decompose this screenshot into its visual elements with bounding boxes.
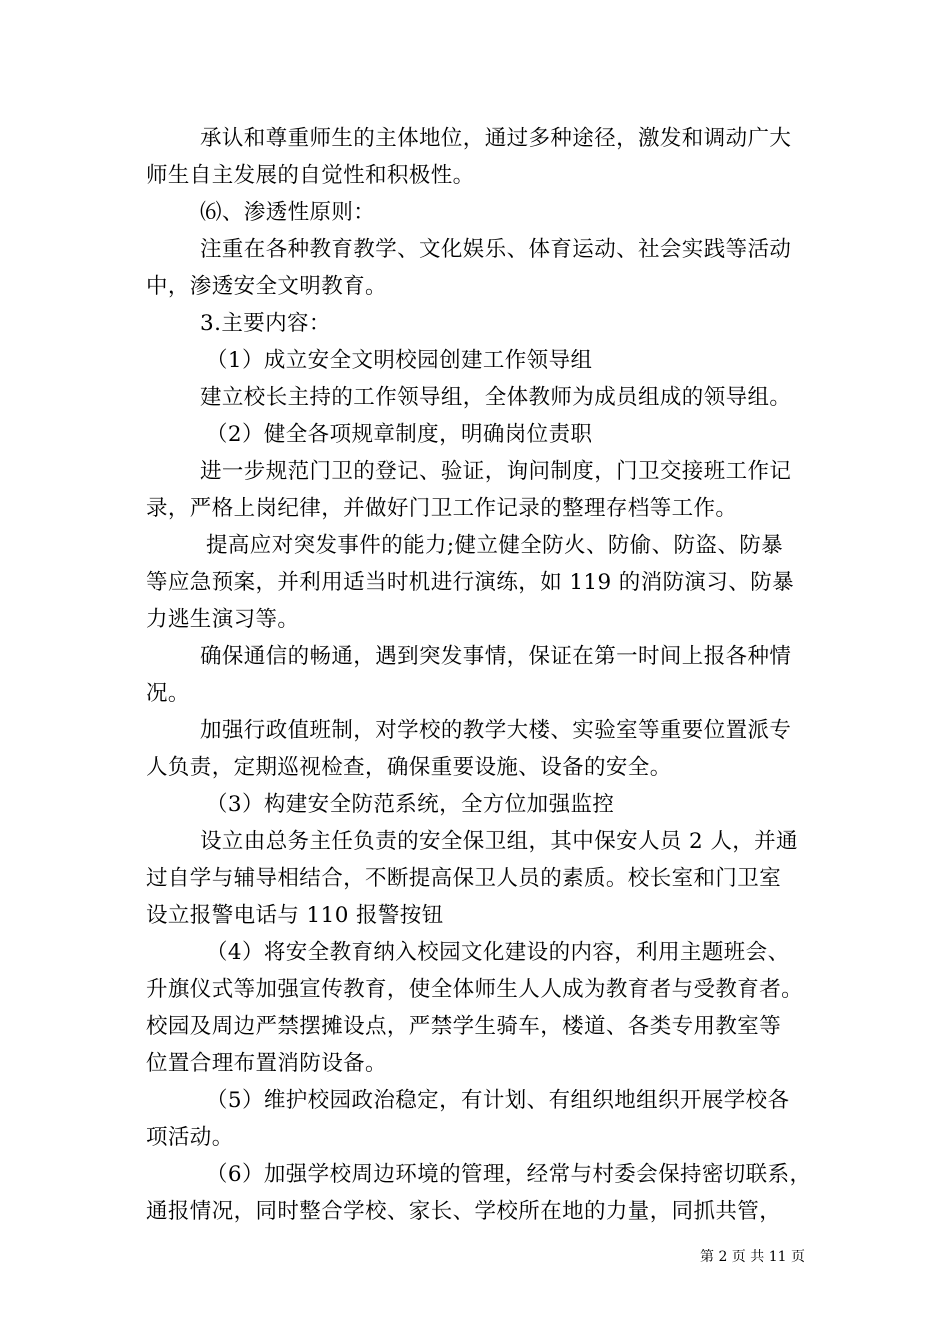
paragraph-line: 师生自主发展的自觉性和积极性。	[146, 163, 475, 188]
subsection-heading: （3）构建安全防范系统，全方位加强监控	[206, 792, 615, 817]
paragraph-line: 力逃生演习等。	[146, 607, 300, 632]
section-heading: 3.主要内容：	[200, 311, 331, 336]
subsection-heading: （4）将安全教育纳入校园文化建设的内容，利用主题班会、	[206, 940, 790, 965]
subsection-heading: （2）健全各项规章制度，明确岗位责职	[206, 422, 593, 447]
paragraph-line: 承认和尊重师生的主体地位，通过多种途径，激发和调动广大	[200, 126, 792, 151]
paragraph-line: 通报情况，同时整合学校、家长、学校所在地的力量，同抓共管，	[146, 1199, 782, 1224]
subsection-heading: （1）成立安全文明校园创建工作领导组	[206, 348, 593, 373]
paragraph-line: 设立由总务主任负责的安全保卫组，其中保安人员 2 人，并通	[200, 829, 798, 854]
paragraph-line: 中，渗透安全文明教育。	[146, 274, 387, 299]
paragraph-line: 注重在各种教育教学、文化娱乐、体育运动、社会实践等活动	[200, 237, 792, 262]
paragraph-line: 校园及周边严禁摆摊设点，严禁学生骑车，楼道、各类专用教室等	[146, 1014, 782, 1039]
paragraph-line: 项活动。	[146, 1125, 234, 1150]
page-number-footer: 第 2 页 共 11 页	[700, 1249, 805, 1265]
subsection-heading: （6）加强学校周边环境的管理，经常与村委会保持密切联系，	[206, 1162, 812, 1187]
paragraph-line: 过自学与辅导相结合，不断提高保卫人员的素质。校长室和门卫室	[146, 866, 782, 891]
paragraph-line: 确保通信的畅通，遇到突发事情，保证在第一时间上报各种情	[200, 644, 792, 669]
subsection-heading: （5）维护校园政治稳定，有计划、有组织地组织开展学校各	[206, 1088, 790, 1113]
paragraph-line: 位置合理布置消防设备。	[146, 1051, 387, 1076]
paragraph-line: 况。	[146, 681, 190, 706]
paragraph-line: 提高应对突发事件的能力;健立健全防火、防偷、防盗、防暴	[206, 533, 784, 558]
paragraph-line: 录，严格上岗纪律，并做好门卫工作记录的整理存档等工作。	[146, 496, 738, 521]
paragraph-line: 加强行政值班制，对学校的教学大楼、实验室等重要位置派专	[200, 718, 792, 743]
paragraph-line: 进一步规范门卫的登记、验证，询问制度，门卫交接班工作记	[200, 459, 792, 484]
paragraph-line: 等应急预案，并利用适当时机进行演练，如 119 的消防演习、防暴	[146, 570, 795, 595]
paragraph-line: 设立报警电话与 110 报警按钮	[146, 903, 444, 928]
paragraph-line: 人负责，定期巡视检查，确保重要设施、设备的安全。	[146, 755, 672, 780]
paragraph-line: 升旗仪式等加强宣传教育，使全体师生人人成为教育者与受教育者。	[146, 977, 804, 1002]
paragraph-line: 建立校长主持的工作领导组，全体教师为成员组成的领导组。	[200, 385, 792, 410]
paragraph-line: ⑹、渗透性原则：	[200, 200, 376, 225]
